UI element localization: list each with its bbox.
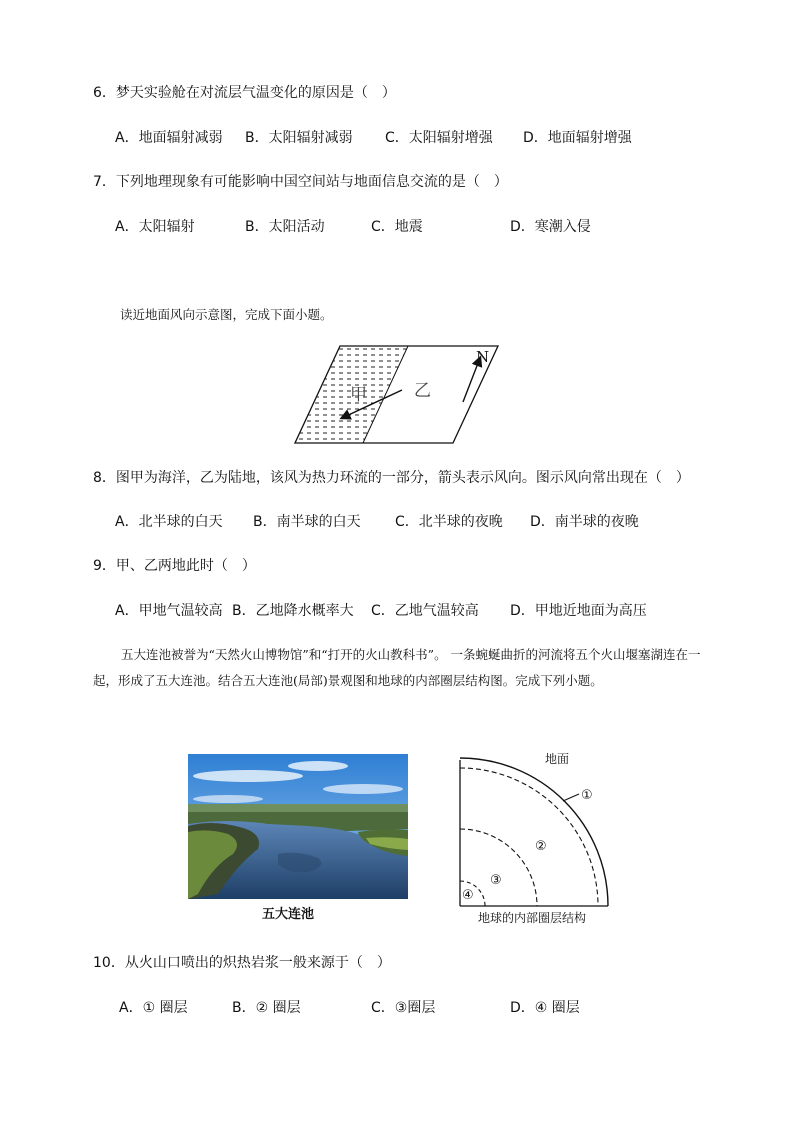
layer-2-label: ② bbox=[535, 839, 547, 854]
q6-option-b: B．太阳辐射减弱 bbox=[245, 130, 353, 146]
wind-figure-intro: 读近地面风向示意图，完成下面小题。 bbox=[120, 307, 333, 322]
q8-option-b: B．南半球的白天 bbox=[253, 514, 361, 530]
q9-option-d: D．甲地近地面为高压 bbox=[510, 603, 647, 619]
q9-option-b: B．乙地降水概率大 bbox=[232, 603, 354, 619]
q8-option-c: C．北半球的夜晚 bbox=[395, 514, 503, 530]
q6-option-c: C．太阳辐射增强 bbox=[385, 130, 493, 146]
q6-option-a: A．地面辐射减弱 bbox=[115, 130, 223, 146]
q10-option-c: C．③圈层 bbox=[371, 1000, 436, 1016]
label-jia: 甲 bbox=[350, 385, 367, 405]
q8-option-a: A．北半球的白天 bbox=[115, 514, 223, 530]
layer-4-label: ④ bbox=[462, 888, 474, 903]
q8-option-d: D．南半球的夜晚 bbox=[530, 514, 639, 530]
q7-option-c: C．地震 bbox=[371, 219, 423, 235]
earth-diagram-caption: 地球的内部圈层结构 bbox=[478, 911, 587, 925]
question-8-stem: 8．图甲为海洋，乙为陆地，该风为热力环流的一部分，箭头表示风向。图示风向常出现在（ ） bbox=[93, 470, 690, 486]
layer-3-label: ③ bbox=[490, 873, 502, 888]
q9-option-c: C．乙地气温较高 bbox=[371, 603, 479, 619]
wudalianchi-photo bbox=[188, 754, 408, 899]
question-7-stem: 7．下列地理现象有可能影响中国空间站与地面信息交流的是（ ） bbox=[93, 174, 508, 190]
question-6-stem: 6．梦天实验舱在对流层气温变化的原因是（ ） bbox=[93, 85, 396, 101]
label-yi: 乙 bbox=[414, 381, 431, 401]
photo-caption: 五大连池 bbox=[262, 907, 315, 922]
q10-option-b: B．② 圈层 bbox=[232, 1000, 301, 1016]
earth-layers-diagram bbox=[455, 748, 620, 908]
q6-option-d: D．地面辐射增强 bbox=[523, 130, 632, 146]
q9-option-a: A．甲地气温较高 bbox=[115, 603, 223, 619]
question-9-stem: 9．甲、乙两地此时（ ） bbox=[93, 558, 256, 574]
question-10-stem: 10．从火山口喷出的炽热岩浆一般来源于（ ） bbox=[93, 955, 391, 971]
wind-direction-diagram bbox=[290, 340, 505, 448]
q10-option-d: D．④ 圈层 bbox=[510, 1000, 580, 1016]
lakes-intro-paragraph: 五大连池被誉为“天然火山博物馆”和“打开的火山教科书”。 一条蜿蜒曲折的河流将五个火山堰塞湖连在一起，形成了五大连池。结合五大连池(局部)景观图和地球的内部圈层结构图。完成下列小题。 bbox=[93, 647, 701, 688]
surface-label: 地面 bbox=[545, 752, 570, 766]
layer-1-label: ① bbox=[581, 788, 593, 803]
q10-option-a: A．① 圈层 bbox=[119, 1000, 188, 1016]
q7-option-b: B．太阳活动 bbox=[245, 219, 325, 235]
q7-option-d: D．寒潮入侵 bbox=[510, 219, 591, 235]
q7-option-a: A．太阳辐射 bbox=[115, 219, 195, 235]
north-label: N bbox=[476, 348, 490, 366]
